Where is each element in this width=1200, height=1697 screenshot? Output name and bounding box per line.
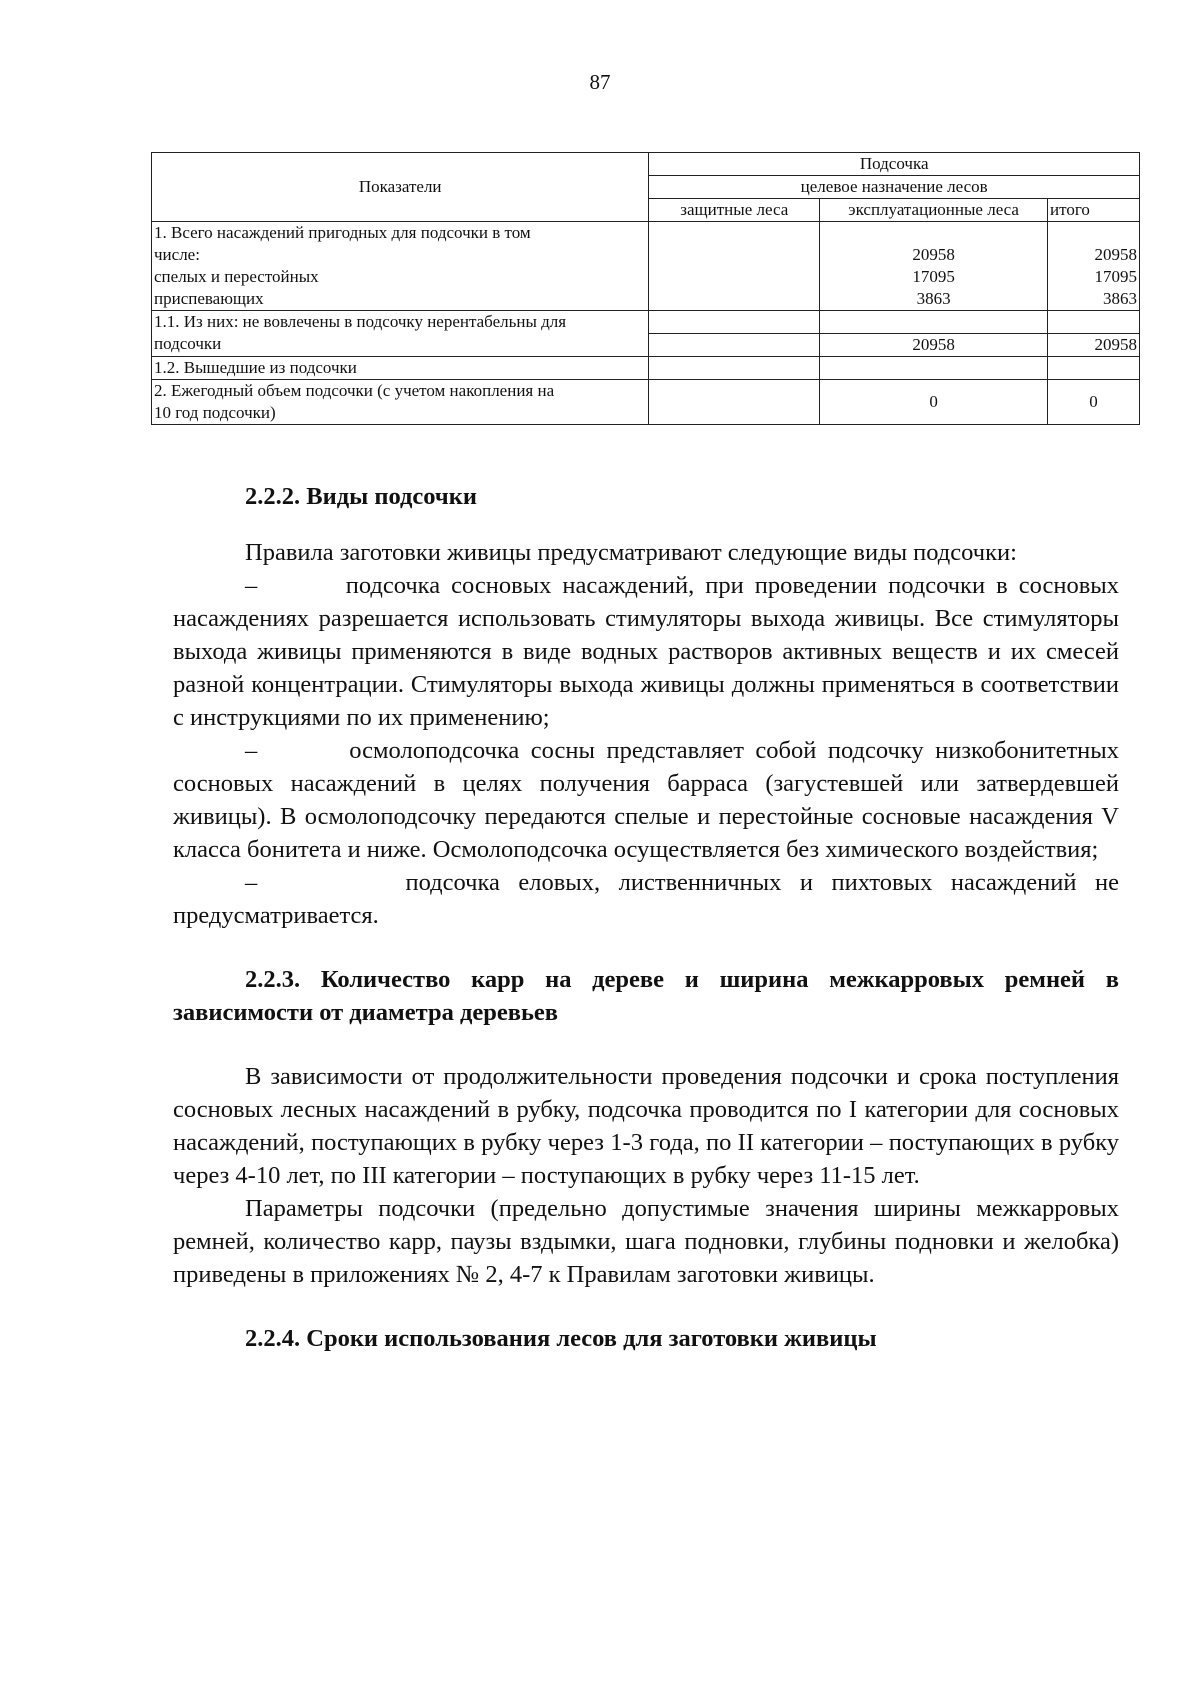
section-heading-2-2-2: 2.2.2. Виды подсочки — [245, 483, 477, 510]
cell-exploitation: 0 — [820, 380, 1048, 425]
list-item: – подсочка еловых, лиственничных и пихтовых насаждений не предусматривается. — [173, 869, 1119, 929]
tapping-table — [151, 152, 1140, 425]
cell-total — [1048, 357, 1140, 380]
section-heading-2-2-3: 2.2.3. Количество карр на дереве и ширина межкарровых ремней в зависимости от диаметра деревьев — [173, 966, 1119, 1026]
page-number: 87 — [589, 70, 611, 94]
cell-exploitation: 20958 17095 3863 — [820, 222, 1048, 311]
cell-protective — [649, 357, 820, 380]
row-label: 1.2. Вышедшие из подсочки — [152, 357, 649, 380]
header-exploitation-forests: эксплуатационные леса — [820, 199, 1048, 222]
cell-total: 20958 — [1048, 334, 1140, 357]
table-row — [152, 357, 1140, 380]
cell-total: 0 — [1048, 380, 1140, 425]
cell-protective — [649, 380, 820, 425]
row-label: 2. Ежегодный объем подсочки (с учетом накопления на 10 год подсочки) — [152, 380, 649, 425]
table-row — [152, 311, 1140, 334]
cell-exploitation: 20958 — [820, 334, 1048, 357]
cell-total: 20958 17095 3863 — [1048, 222, 1140, 311]
cell-protective — [649, 222, 820, 311]
header-forest-purpose: целевое назначение лесов — [649, 176, 1140, 199]
table-row — [152, 222, 1140, 311]
header-tapping: Подсочка — [649, 153, 1140, 176]
paragraph: Правила заготовки живицы предусматривают следующие виды подсочки: — [245, 539, 1017, 566]
cell-exploitation — [820, 357, 1048, 380]
list-item: – осмолоподсочка сосны представляет собой подсочку низкобонитетных сосновых насаждений в целях получения барраса (загустевшей или затвердевшей живицы). В осмолоподсочку передаются спелые и перестойные сосновые насаждения V класса бонитета и ниже. Осмолоподсочка осуществляется без химического воздействия; — [173, 737, 1119, 863]
header-total: итого — [1048, 199, 1140, 222]
header-indicators: Показатели — [152, 153, 649, 222]
row-label: 1.1. Из них: не вовлечены в подсочку нерентабельны для подсочки — [152, 311, 649, 357]
table-row — [152, 380, 1140, 425]
list-item: – подсочка сосновых насаждений, при проведении подсочки в сосновых насаждениях разрешается использовать стимуляторы выхода живицы. Все стимуляторы выхода живицы применяются в виде водных растворов активных веществ и их смесей разной концентрации. Стимуляторы выхода живицы должны применяться в соответствии с инструкциями по их применению; — [173, 572, 1119, 731]
paragraph: В зависимости от продолжительности проведения подсочки и срока поступления сосновых лесных насаждений в рубку, подсочка проводится по I категории для сосновых насаждений, поступающих в рубку через 1-3 года, по II категории – поступающих в рубку через 4-10 лет, по III категории – поступающих в рубку через 11-15 лет. — [173, 1063, 1119, 1189]
cell-protective — [649, 334, 820, 357]
row-label: 1. Всего насаждений пригодных для подсочки в том числе: спелых и перестойных приспевающих — [152, 222, 649, 311]
header-protective-forests: защитные леса — [649, 199, 820, 222]
document-body — [173, 480, 1119, 1355]
paragraph: Параметры подсочки (предельно допустимые значения ширины межкарровых ремней, количество карр, паузы вздымки, шага подновки, глубины подновки и желобка) приведены в приложениях № 2, 4-7 к Правилам заготовки живицы. — [173, 1195, 1119, 1288]
section-heading-2-2-4: 2.2.4. Сроки использования лесов для заготовки живицы — [245, 1325, 877, 1352]
